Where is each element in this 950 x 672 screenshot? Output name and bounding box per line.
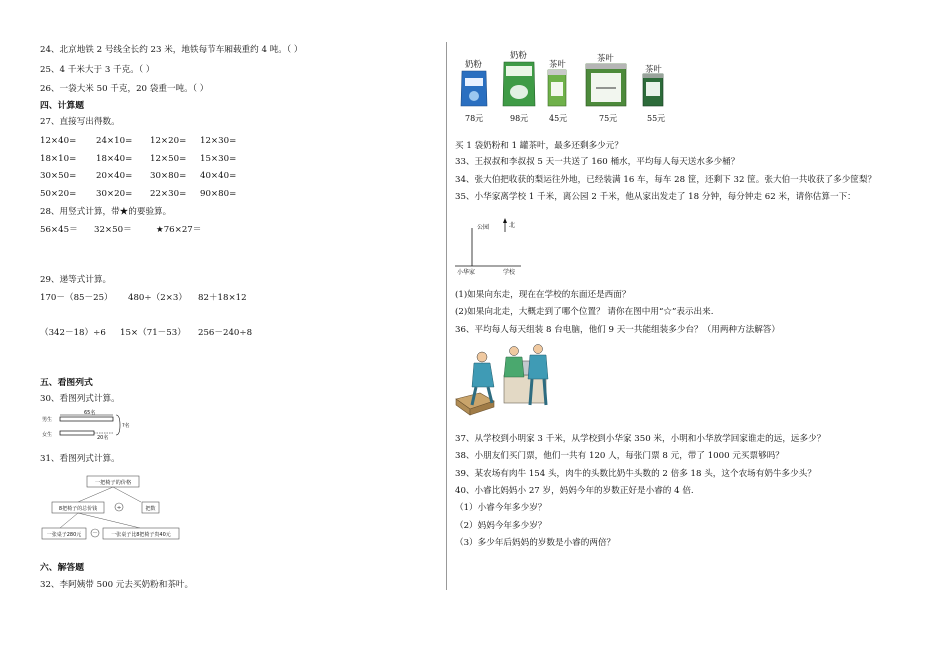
question-37: 37、从学校到小明家 3 千米，从学校到小华家 350 米，小明和小华放学回家谁走的远，远多少？ — [455, 434, 826, 444]
q30-segment-diagram — [40, 406, 140, 442]
vertical-calc-item: 32×50＝ — [94, 225, 132, 235]
section-4-heading: 四、计算题 — [40, 101, 84, 111]
milk-powder-bag-image — [501, 60, 537, 108]
desk-price-label: 一张桌子280元 — [46, 532, 82, 538]
calc-item: 90×80= — [200, 189, 237, 199]
girls-label: 女生 — [42, 432, 53, 438]
calc-item: 15×30= — [200, 154, 237, 164]
step-calc-item: 170－（85－25） — [40, 293, 113, 303]
product-price: 75元 — [599, 114, 618, 123]
step-calc-item: （342－18）÷6 — [40, 328, 106, 338]
vertical-calc-item: 56×45＝ — [40, 225, 78, 235]
question-35: 35、小华家离学校 1 千米，离公园 2 千米，他从家出发走了 18 分钟，每分钟走 62 米，请你估算一下： — [455, 192, 856, 202]
product-label: 茶叶 — [645, 64, 662, 74]
product-label: 茶叶 — [597, 53, 614, 63]
product-label: 奶粉 — [465, 59, 482, 69]
north-label: 北 — [509, 222, 516, 229]
question-27: 27、直接写出得数。 — [40, 117, 120, 127]
calc-item: 30×50= — [40, 171, 77, 181]
question-32: 32、李阿姨带 500 元去买奶粉和茶叶。 — [40, 580, 194, 590]
question-33: 33、王叔叔和李叔叔 5 天一共送了 160 桶水，平均每人每天送水多少桶？ — [455, 157, 740, 167]
park-label: 公园 — [477, 224, 490, 231]
school-label: 学校 — [503, 269, 516, 276]
question-38: 38、小朋友们买门票，他们一共有 120 人，每张门票 8 元，带了 1000 元买票够吗？ — [455, 451, 784, 461]
question-29: 29、递等式计算。 — [40, 275, 112, 285]
question-40-1: （1）小睿今年多少岁？ — [455, 503, 547, 513]
tea-box-image — [584, 62, 628, 108]
question-25: 25、4 千米大于 3 千克。（ ） — [40, 65, 155, 75]
tea-can-image — [546, 68, 568, 108]
question-35-1: (1)如果向东走，现在在学校的东面还是西面？ — [455, 290, 631, 300]
question-36: 36、平均每人每天组装 8 台电脑，他们 9 天一共能组装多少台？（用两种方法解答） — [455, 325, 780, 335]
calc-item: 12×50= — [150, 154, 187, 164]
calc-item: 18×10= — [40, 154, 77, 164]
calc-item: 30×80= — [150, 171, 187, 181]
product-price: 98元 — [510, 114, 529, 123]
calc-item: 20×40= — [96, 171, 133, 181]
question-31: 31、看图列式计算。 — [40, 454, 120, 464]
operator-symbol: ÷ — [116, 505, 122, 511]
q31-relation-diagram — [40, 470, 190, 542]
operator-symbol: － — [92, 531, 98, 537]
column-divider — [446, 42, 447, 590]
workers-assembling-illustration — [454, 339, 554, 417]
product-label: 茶叶 — [549, 59, 566, 69]
desk-more-label: 一张桌子比8把椅子贵40元 — [111, 532, 171, 538]
section-6-heading: 六、解答题 — [40, 563, 84, 573]
question-35-2: (2)如果向北走，大概走到了哪个位置？ 请你在图中用“☆”表示出来. — [455, 307, 714, 317]
calc-item: 40×40= — [200, 171, 237, 181]
calc-item: 30×20= — [96, 189, 133, 199]
question-24: 24、北京地铁 2 号线全长约 23 米，地铁每节车厢载重约 4 吨。（ ） — [40, 45, 303, 55]
question-40-2: （2）妈妈今年多少岁？ — [455, 521, 547, 531]
q35-map-diagram — [455, 210, 545, 276]
step-calc-item: 256－240÷8 — [198, 328, 253, 338]
calc-item: 12×30= — [200, 136, 237, 146]
milk-powder-bag-image — [459, 68, 489, 108]
calc-item: 12×20= — [150, 136, 187, 146]
calc-item: 50×20= — [40, 189, 77, 199]
question-28: 28、用竖式计算，带★的要验算。 — [40, 207, 172, 217]
vertical-calc-item: ★76×27＝ — [156, 225, 202, 235]
question-26: 26、一袋大米 50 千克，20 袋重一吨。（ ） — [40, 84, 209, 94]
product-price: 45元 — [549, 114, 568, 123]
step-calc-item: 82＋18×12 — [198, 293, 247, 303]
home-label: 小华家 — [457, 269, 476, 276]
calc-item: 12×40= — [40, 136, 77, 146]
question-40: 40、小睿比妈妈小 27 岁，妈妈今年的岁数正好是小睿的 4 倍. — [455, 486, 694, 496]
difference-label: 20名 — [97, 435, 109, 441]
step-calc-item: 15×（71－53） — [120, 328, 186, 338]
eight-chairs-label: 8把椅子的总价钱 — [58, 506, 98, 512]
calc-item: 18×40= — [96, 154, 133, 164]
chair-price-label: 一把椅子的价格 — [94, 480, 132, 486]
calc-item: 22×30= — [150, 189, 187, 199]
section-5-heading: 五、看图列式 — [40, 378, 93, 388]
question-40-3: （3）多少年后妈妈的岁数是小睿的两倍？ — [455, 538, 616, 548]
question-34: 34、张大伯把收获的梨运往外地，已经装满 16 车，每车 28 筐，还剩下 32 筐。张大伯一共收获了多少筐梨？ — [455, 175, 877, 185]
question-39: 39、某农场有肉牛 154 头，肉牛的头数比奶牛头数的 2 倍多 18 头，这个农场有奶牛多少头？ — [455, 469, 816, 479]
question-32-ask: 买 1 袋奶粉和 1 罐茶叶，最多还剩多少元？ — [455, 141, 623, 151]
count-label: 把数 — [145, 506, 156, 512]
calc-item: 24×10= — [96, 136, 133, 146]
tea-can-image — [641, 72, 665, 108]
girls-bar — [60, 431, 94, 435]
boys-label: 男生 — [42, 417, 53, 423]
product-label: 奶粉 — [510, 50, 527, 60]
product-price: 78元 — [465, 114, 484, 123]
boys-bar — [60, 417, 113, 421]
step-calc-item: 480÷（2×3） — [128, 293, 187, 303]
total-label: ?名 — [122, 423, 130, 429]
boys-count-label: 65名 — [84, 410, 96, 416]
question-30: 30、看图列式计算。 — [40, 394, 120, 404]
product-price: 55元 — [647, 114, 666, 123]
